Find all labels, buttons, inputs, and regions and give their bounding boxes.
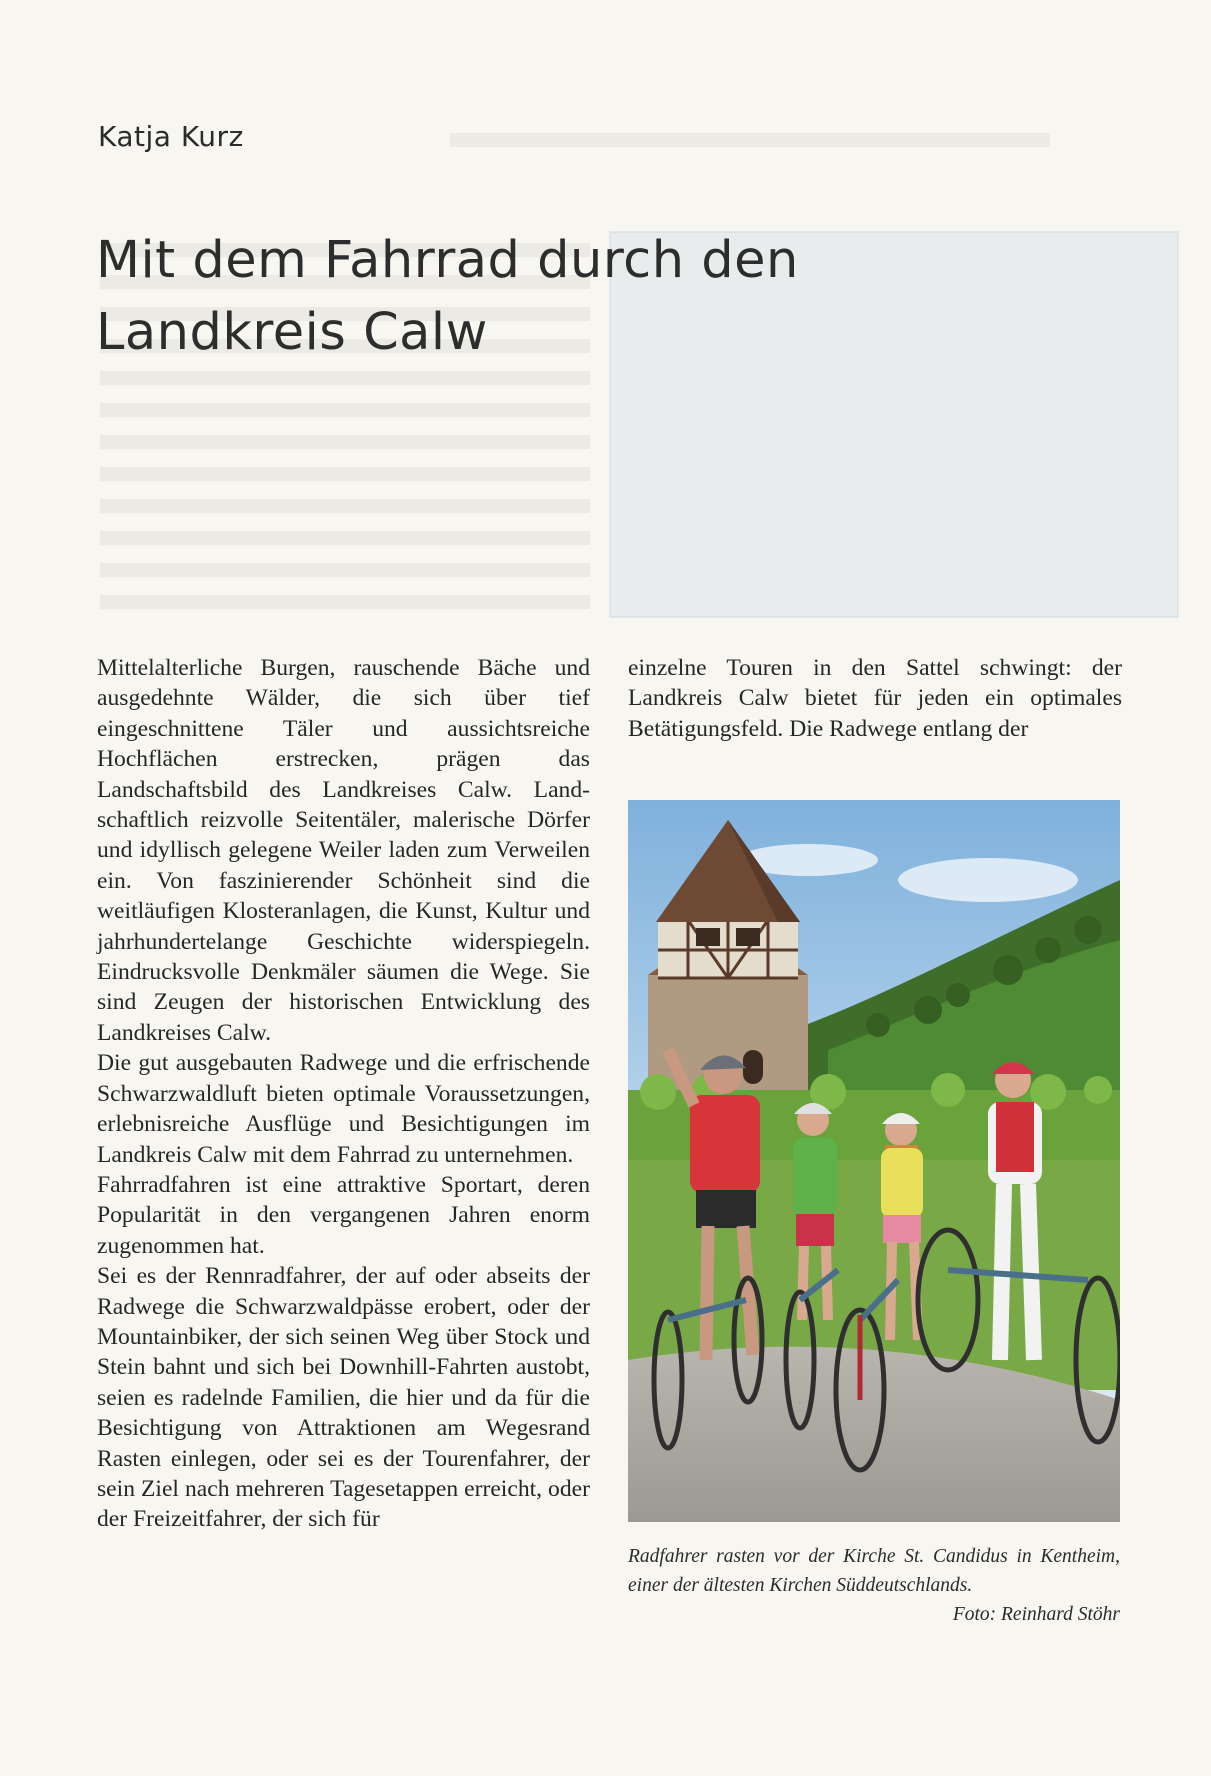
body-paragraph: Sei es der Rennradfahrer, der auf oder abseits der Radwege die Schwarzwaldpässe erobert, oder der Mountainbiker, der sich seinen Weg über Stock und Stein bahnt und sich bei Downhill-Fahrten austobt, seien es radelnde Familien, die hier und da für die Besichtigung von Attraktionen am Wegesrand Rasten einlegen, oder sei es der Tourenfahrer, der sein Ziel nach mehreren Tagesetappen erreicht, oder der Freizeitfahrer, der sich für bbox=[97, 1263, 590, 1533]
title-line-2: Landkreis Calw bbox=[96, 303, 488, 362]
article-title bbox=[96, 225, 936, 369]
body-paragraph: Mittelalterliche Burgen, rauschende Bäche und ausgedehnte Wälder, die sich über tief eingeschnittene Täler und aussichtsreiche Hochflächen erstrecken, prägen das Landschaftsbild des Landkreises Calw. Landschaftlich reizvolle Seitentäler, malerische Dörfer und idyllisch gelegene Weiler laden zum Verweilen ein. Von faszinierender Schönheit sind die weitläufigen Klosteranlagen, die Kunst, Kultur und jahrhundertelange Geschichte widerspiegeln. Eindrucksvolle Denkmäler säumen die Wege. Sie sind Zeugen der historischen Entwicklung des Landkreises Calw. bbox=[97, 655, 590, 1046]
body-column-left bbox=[97, 653, 590, 1535]
body-paragraph: Die gut ausgebauten Radwege und die erfrischende Schwarzwaldluft bieten optimale Voraussetzungen, erlebnisreiche Ausflüge und Besichtigungen im Landkreis Calw mit dem Fahrrad zu unternehmen. bbox=[97, 1050, 590, 1168]
body-column-right bbox=[628, 653, 1122, 744]
body-paragraph: Fahrradfahren ist eine attraktive Sportart, deren Popularität in den vergangenen Jahren enorm zugenommen hat. bbox=[97, 1171, 590, 1259]
photo-caption bbox=[628, 1542, 1120, 1629]
photo-credit: Foto: Reinhard Stöhr bbox=[952, 1604, 1120, 1625]
author-name: Katja Kurz bbox=[98, 120, 244, 153]
title-line-1: Mit dem Fahrrad durch den bbox=[96, 231, 799, 290]
caption-text: Radfahrer rasten vor der Kirche St. Candidus in Kentheim, einer der ältesten Kirchen Süddeutschlands. bbox=[628, 1546, 1120, 1596]
body-paragraph-continued: einzelne Touren in den Sattel schwingt: der Landkreis Calw bietet für jeden ein optimales Betätigungsfeld. Die Radwege entlang der bbox=[628, 655, 1122, 742]
cyclists-church-photo bbox=[628, 800, 1120, 1522]
